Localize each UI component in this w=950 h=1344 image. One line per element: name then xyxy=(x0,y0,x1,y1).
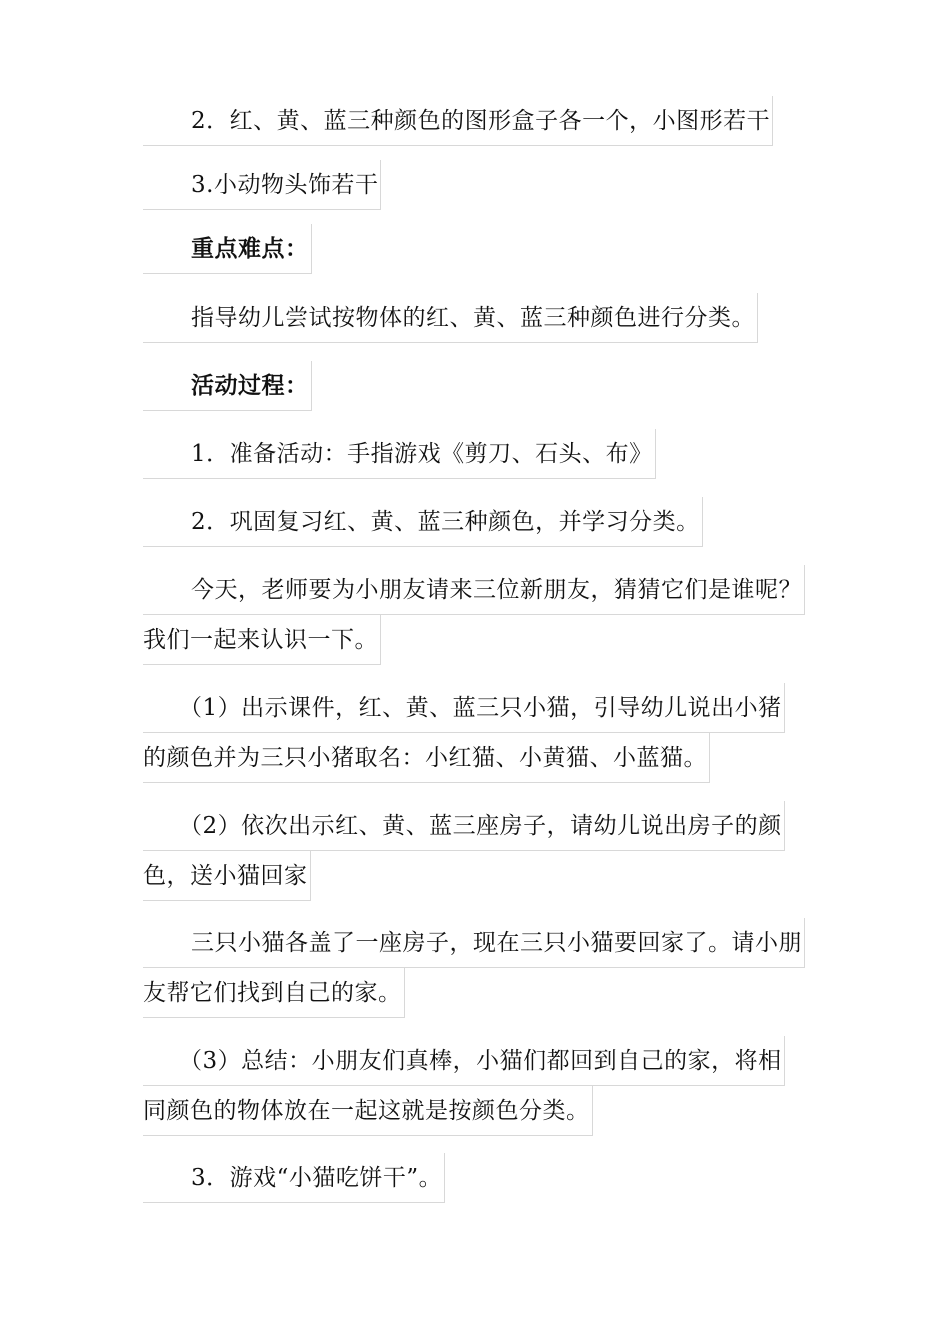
key-points-text xyxy=(143,293,758,343)
sub-step-3 xyxy=(143,1036,785,1136)
process-step-1 xyxy=(143,429,656,479)
paragraph-line: 同颜色的物体放在一起这就是按颜色分类。 xyxy=(143,1086,593,1136)
paragraph-line: 2．红、黄、蓝三种颜色的图形盒子各一个，小图形若干 xyxy=(143,96,773,146)
paragraph-line: 2．巩固复习红、黄、蓝三种颜色，并学习分类。 xyxy=(143,497,703,547)
material-item-2 xyxy=(143,96,773,146)
paragraph-line: 友帮它们找到自己的家。 xyxy=(143,968,405,1018)
paragraph-line: 的颜色并为三只小猪取名：小红猫、小黄猫、小蓝猫。 xyxy=(143,733,710,783)
paragraph-line: （2）依次出示红、黄、蓝三座房子，请幼儿说出房子的颜 xyxy=(143,801,785,851)
paragraph-line: （1）出示课件，红、黄、蓝三只小猫，引导幼儿说出小猪 xyxy=(143,683,785,733)
key-points-heading xyxy=(143,224,312,274)
houses-paragraph xyxy=(143,918,805,1018)
section-heading: 活动过程： xyxy=(143,361,312,411)
paragraph-line: 1．准备活动：手指游戏《剪刀、石头、布》 xyxy=(143,429,656,479)
intro-paragraph xyxy=(143,565,805,665)
process-step-3 xyxy=(143,1153,445,1203)
paragraph-line: 三只小猫各盖了一座房子，现在三只小猫要回家了。请小朋 xyxy=(143,918,805,968)
process-heading xyxy=(143,361,312,411)
sub-step-2 xyxy=(143,801,785,901)
paragraph-line: 指导幼儿尝试按物体的红、黄、蓝三种颜色进行分类。 xyxy=(143,293,758,343)
material-item-3 xyxy=(143,160,381,210)
paragraph-line: 色，送小猫回家 xyxy=(143,851,311,901)
paragraph-line: 3．游戏“小猫吃饼干”。 xyxy=(143,1153,445,1203)
process-step-2 xyxy=(143,497,703,547)
paragraph-line: （3）总结：小朋友们真棒，小猫们都回到自己的家，将相 xyxy=(143,1036,785,1086)
paragraph-line: 3.小动物头饰若干 xyxy=(143,160,381,210)
sub-step-1 xyxy=(143,683,785,783)
paragraph-line: 我们一起来认识一下。 xyxy=(143,615,381,665)
section-heading: 重点难点： xyxy=(143,224,312,274)
paragraph-line: 今天，老师要为小朋友请来三位新朋友，猜猜它们是谁呢？ xyxy=(143,565,805,615)
